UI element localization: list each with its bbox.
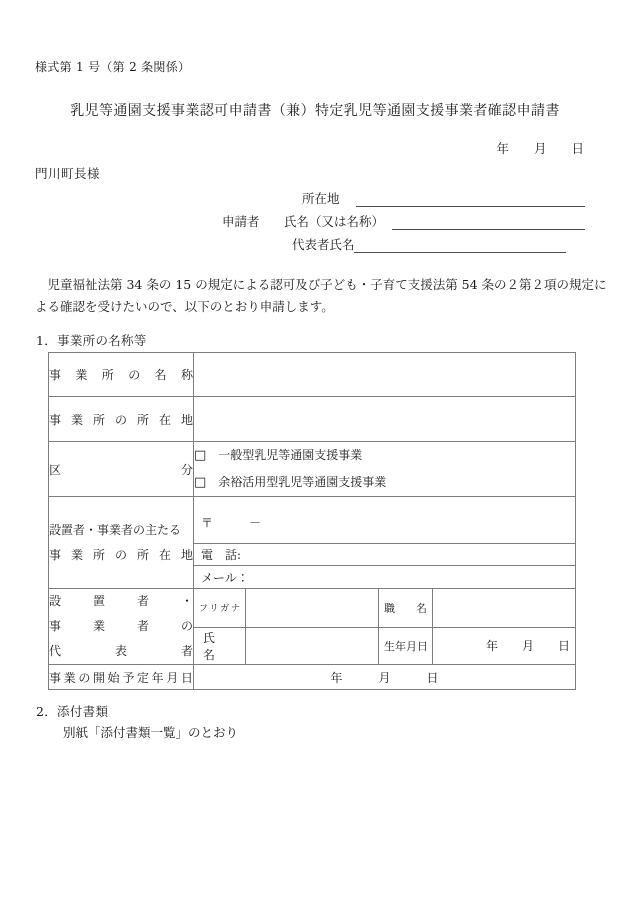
representative-label: 事業者の	[49, 619, 193, 633]
postal-code-input[interactable]	[194, 497, 576, 544]
operator-address-label-cell	[49, 497, 194, 589]
office-info-table	[48, 352, 576, 690]
mail-input[interactable]	[194, 566, 576, 589]
table-row	[49, 589, 576, 628]
representative-label: 設置者・	[49, 594, 193, 608]
name-input[interactable]	[246, 627, 379, 664]
office-address-label-cell	[49, 397, 194, 442]
category-option-label: 一般型乳児等通園支援事業	[218, 448, 363, 462]
addressee: 門川町長様	[35, 166, 101, 181]
name-label-cell	[194, 627, 246, 664]
body-paragraph-line: よる確認を受けたいので、以下のとおり申請します。	[35, 299, 334, 314]
section2-body: 別紙「添付書類一覧」のとおり	[63, 725, 239, 740]
table-row	[49, 353, 576, 397]
date-field[interactable]: 年 月 日	[496, 141, 584, 156]
birth-date-placeholder: 年 月 日	[485, 639, 570, 654]
category-option	[194, 469, 575, 496]
applicant-representative-input[interactable]	[354, 235, 566, 253]
phone-input[interactable]	[194, 544, 576, 566]
applicant-name-label: 氏名（又は名称）	[284, 214, 385, 229]
body-paragraph-line: 児童福祉法第 34 条の 15 の規定による認可及び子ども・子育て支援法第 54 条の２第２項の規定に	[35, 277, 607, 292]
office-name-input[interactable]	[194, 353, 576, 397]
job-title-label-cell	[379, 589, 433, 628]
office-name-label-cell	[49, 353, 194, 397]
table-row	[49, 397, 576, 442]
section2-heading: 2．添付書類	[36, 704, 109, 719]
representative-label: 代表者	[49, 644, 193, 658]
furigana-input[interactable]	[246, 589, 379, 628]
operator-address-label: 設置者・事業者の主たる	[49, 522, 182, 537]
birth-label-cell	[379, 627, 433, 664]
category-option	[194, 442, 575, 469]
applicant-address-label: 所在地	[302, 191, 340, 206]
form-number: 様式第 1 号（第 2 条関係）	[35, 60, 191, 74]
checkbox-icon[interactable]: □	[194, 475, 207, 490]
mail-label: メール：	[201, 570, 249, 585]
document-title: 乳児等通園支援事業認可申請書（兼）特定乳児等通園支援事業者確認申請書	[70, 103, 560, 119]
table-row	[49, 497, 576, 544]
furigana-label-cell	[194, 589, 246, 628]
phone-label: 電 話:	[201, 548, 242, 562]
section1-heading: 1．事業所の名称等	[36, 333, 147, 348]
category-label: 区分	[49, 462, 193, 477]
job-title-label: 職 名	[384, 601, 427, 615]
applicant-address-input[interactable]	[356, 189, 585, 207]
body-paragraph	[35, 274, 607, 318]
furigana-label: フリガナ	[199, 604, 240, 615]
representative-label-cell	[49, 589, 194, 665]
table-row	[49, 442, 576, 497]
birth-label: 生年月日	[384, 639, 428, 653]
category-option-label: 余裕活用型乳児等通園支援事業	[218, 475, 387, 489]
start-date-input[interactable]	[194, 665, 576, 690]
applicant-group-label: 申請者	[222, 214, 260, 229]
category-options-cell	[194, 442, 576, 497]
start-date-label: 事業の開始予定年月日	[49, 670, 193, 685]
postal-code-mark: 〒 －	[201, 515, 262, 530]
office-address-input[interactable]	[194, 397, 576, 442]
office-name-label: 事業所の名称	[49, 368, 193, 382]
start-date-label-cell	[49, 665, 194, 690]
start-date-placeholder: 年 月 日	[330, 670, 439, 685]
birth-date-input[interactable]	[433, 627, 576, 664]
name-label: 氏 名	[203, 630, 228, 662]
checkbox-icon[interactable]: □	[194, 448, 207, 463]
applicant-name-input[interactable]	[392, 212, 585, 230]
table-row	[49, 665, 576, 690]
operator-address-label: 事業所の所在地	[49, 547, 193, 562]
applicant-representative-label: 代表者氏名	[292, 237, 355, 252]
office-address-label: 事業所の所在地	[49, 412, 193, 427]
category-label-cell	[49, 442, 194, 497]
job-title-input[interactable]	[433, 589, 576, 628]
